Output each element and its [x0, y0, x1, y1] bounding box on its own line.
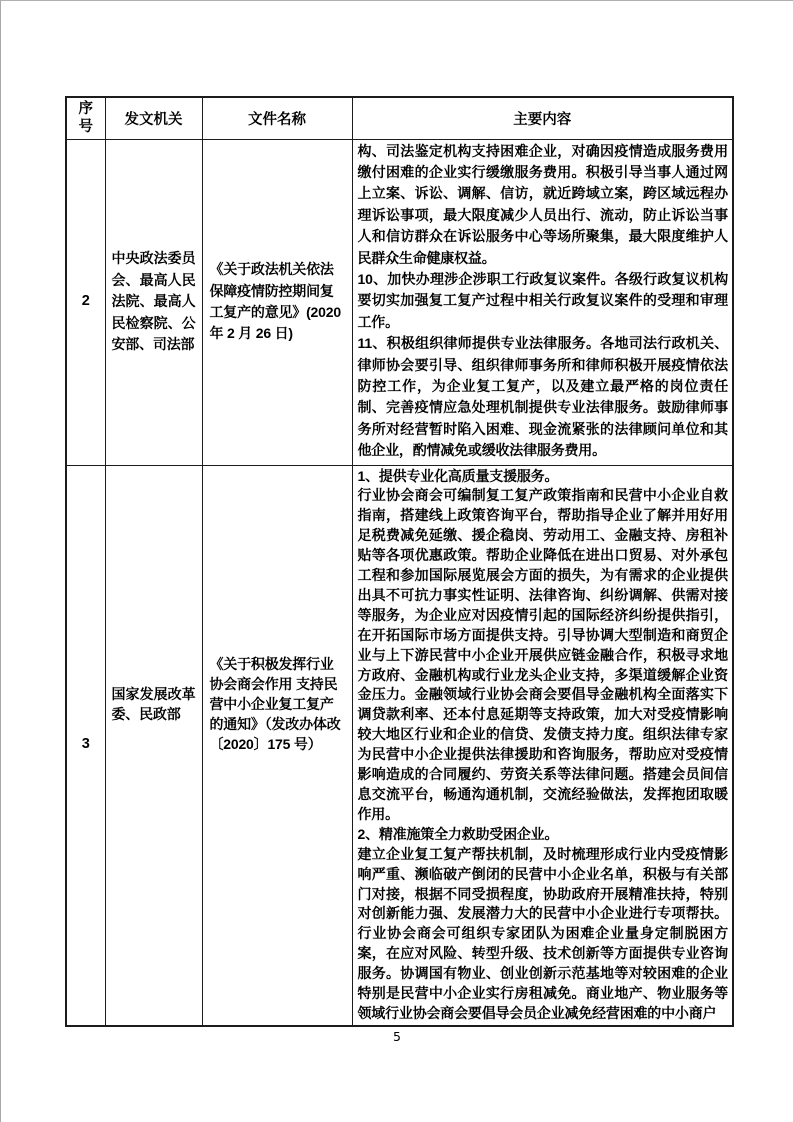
header-cell-content — [352, 97, 733, 139]
header-content-label: 主要内容 — [513, 111, 572, 128]
row-main-content — [352, 465, 733, 1026]
content-paragraph: 建立企业复工复产帮扶机制，及时梳理形成行业内受疫情影响严重、濒临破产倒闭的民营中小企业名单，积极与有关部门对接，根据不同受损程度，协助政府开展精准扶持，特别对创新能力强、发展潜力大的民营中小企业进行专项帮扶。行业协会商会可组织专家团队为困难企业量身定制脱困方案，在应对风险、转型升级、技术创新等方面提供专业咨询服务。协调国有物业、创业创新示范基地等对较困难的企业特别是民营中小企业实行房租减免。商业地产、物业服务等领域行业协会商会要倡导会员企业减免经营困难的中小商户 — [357, 845, 728, 1021]
content-paragraph: 11、积极组织律师提供专业法律服务。各地司法行政机关、律师协会要引导、组织律师事务所和律师积极开展疫情依法防控工作，为企业复工复产，以及建立最严格的岗位责任制、完善疫情应急处理机制提供专业法律服务。鼓励律师事务所对经营暂时陷入困难、现金流紧张的法律顾问单位和其他企业，酌情减免或缓收法律服务费用。 — [357, 335, 728, 459]
row-index: 2 — [66, 139, 105, 465]
content-paragraph: 10、加快办理涉企涉职工行政复议案件。各级行政复议机构要切实加强复工复产过程中相关行政复议案件的受理和审理工作。 — [357, 270, 728, 330]
row-main-content — [352, 139, 733, 465]
page-number: 5 — [393, 1029, 401, 1044]
header-index-label: 序号 — [78, 101, 93, 136]
row-document-title: 《关于政法机关依法保障疫情防控期间复工复产的意见》(2020 年 2 月 26 日) — [202, 139, 352, 465]
header-agency-label: 发文机关 — [124, 111, 183, 128]
policy-documents-table — [65, 96, 734, 1027]
content-paragraph: 1、提供专业化高质量支援服务。 — [357, 467, 559, 484]
row-document-title: 《关于积极发挥行业协会商会作用 支持民营中小企业复工复产的通知》（发改办体改〔2020〕175 号） — [202, 465, 352, 1026]
header-docname-label: 文件名称 — [248, 111, 306, 128]
content-paragraph: 行业协会商会可编制复工复产政策指南和民营中小企业自救指南，搭建线上政策咨询平台，帮助指导企业了解并用好用足税费减免延缴、援企稳岗、劳动用工、金融支持、房租补贴等各项优惠政策。帮助企业降低在进出口贸易、对外承包工程和参加国际展览展会方面的损失，为有需求的企业提供出具不可抗力事实性证明、法律咨询、纠纷调解、供需对接等服务，为企业应对因疫情引起的国际经济纠纷提供指引，在开拓国际市场方面提供支持。引导协调大型制造和商贸企业与上下游民营中小企业开展供应链金融合作，积极寻求地方政府、金融机构或行业龙头企业支持，多渠道缓解企业资金压力。金融领域行业协会商会要倡导金融机构全面落实下调贷款利率、还本付息延期等支持政策，加大对受疫情影响较大地区行业和企业的信贷、发债支持力度。组织法律专家为民营中小企业提供法律援助和咨询服务，帮助应对受疫情影响造成的合同履约、劳资关系等法律问题。搭建会员间信息交流平台，畅通沟通机制，交流经验做法，发挥抱团取暖作用。 — [357, 487, 728, 822]
content-paragraph: 2、精准施策全力救助受困企业。 — [357, 825, 559, 842]
header-cell-agency — [105, 97, 202, 139]
content-paragraph: 构、司法鉴定机构支持困难企业，对确因疫情造成服务费用缴付困难的企业实行缓缴服务费用。积极引导当事人通过网上立案、诉讼、调解、信访，就近跨域立案，跨区域远程办理诉讼事项，最大限度减少人员出行、流动，防止诉讼当事人和信访群众在诉讼服务中心等场所聚集，最大限度维护人民群众生命健康权益。 — [357, 142, 728, 266]
header-cell-index — [66, 97, 105, 139]
table-header-row — [66, 97, 733, 139]
row-agency: 国家发展改革委、民政部 — [105, 465, 202, 1026]
row-agency: 中央政法委员会、最高人民法院、最高人民检察院、公安部、司法部 — [105, 139, 202, 465]
row-index: 3 — [66, 465, 105, 1026]
header-cell-docname — [202, 97, 352, 139]
table-row — [66, 139, 733, 465]
table-row — [66, 465, 733, 1026]
